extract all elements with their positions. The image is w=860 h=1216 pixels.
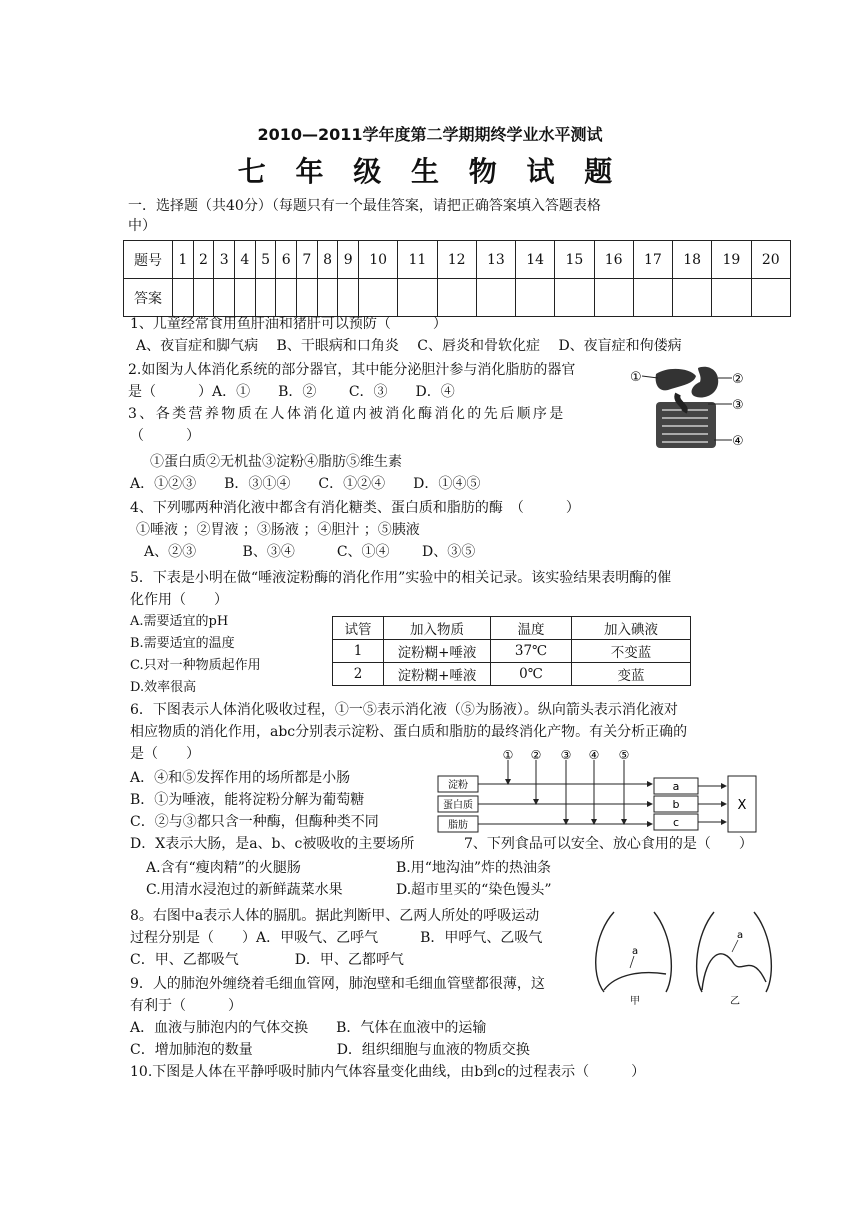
question-number: 14 bbox=[516, 241, 555, 279]
answer-table-label: 答案 bbox=[124, 279, 173, 317]
question-number: 9 bbox=[338, 241, 359, 279]
q5-option: D.效率很高 bbox=[130, 680, 197, 695]
input-label: 蛋白质 bbox=[443, 800, 473, 811]
question-number: 13 bbox=[476, 241, 515, 279]
input-label: 脂肪 bbox=[448, 820, 468, 831]
table-cell: 37℃ bbox=[491, 640, 572, 663]
answer-cell[interactable] bbox=[633, 279, 672, 317]
answer-cell[interactable] bbox=[673, 279, 712, 317]
table-row bbox=[333, 640, 691, 663]
chest-right bbox=[697, 912, 772, 1007]
experiment-table-header bbox=[333, 617, 691, 640]
q5-stem: 5．下表是小明在做“唾液淀粉酶的消化作用”实验中的相关记录。该实验结果表明酶的催 bbox=[130, 570, 672, 586]
question-number: 18 bbox=[673, 241, 712, 279]
q6-option: A．④和⑤发挥作用的场所都是小肠 bbox=[130, 770, 351, 786]
answer-cell[interactable] bbox=[193, 279, 214, 317]
q6-stem-cont: 是（ ） bbox=[130, 746, 200, 762]
question-number: 3 bbox=[214, 241, 235, 279]
q7-option: C.用清水浸泡过的新鲜蔬菜水果 bbox=[146, 882, 343, 898]
digestive-organs-figure bbox=[628, 362, 746, 454]
answer-cell[interactable] bbox=[297, 279, 318, 317]
column-header: 试管 bbox=[333, 617, 384, 640]
answer-cell[interactable] bbox=[516, 279, 555, 317]
q5-option: C.只对一种物质起作用 bbox=[130, 658, 261, 673]
answer-cell[interactable] bbox=[476, 279, 515, 317]
figure-caption: 甲 bbox=[630, 996, 640, 1007]
q7-stem: 7、下列食品可以安全、放心食用的是（ ） bbox=[464, 836, 753, 852]
organ-label: ① bbox=[630, 370, 642, 385]
answer-cell[interactable] bbox=[317, 279, 338, 317]
table-cell: 不变蓝 bbox=[572, 640, 691, 663]
q7-option: D.超市里买的“染色馒头” bbox=[396, 882, 552, 898]
answer-cell[interactable] bbox=[235, 279, 256, 317]
product-label: c bbox=[672, 816, 680, 829]
experiment-table bbox=[332, 616, 691, 686]
q1-options: A、夜盲症和脚气病 B、干眼病和口角炎 C、唇炎和骨软化症 D、夜盲症和佝偻病 bbox=[136, 338, 682, 354]
q7-option: B.用“地沟油”炸的热油条 bbox=[396, 860, 552, 876]
question-number: 6 bbox=[276, 241, 297, 279]
liver-shape bbox=[656, 369, 696, 390]
diaphragm-label: a bbox=[632, 946, 639, 957]
organ-label: ② bbox=[732, 372, 744, 387]
q5-stem-cont: 化作用（ ） bbox=[130, 592, 228, 608]
q9-stem: 9．人的肺泡外缠绕着毛细血管网，肺泡壁和毛细血管壁都很薄，这 bbox=[130, 976, 545, 992]
question-number: 5 bbox=[255, 241, 276, 279]
question-number: 7 bbox=[297, 241, 318, 279]
table-row bbox=[333, 663, 691, 686]
question-number: 16 bbox=[594, 241, 633, 279]
fluid-label: ② bbox=[530, 748, 542, 762]
chest-left bbox=[596, 912, 672, 1007]
question-number: 17 bbox=[633, 241, 672, 279]
answer-table-answer-row bbox=[124, 279, 791, 317]
q5-option: A.需要适宜的pH bbox=[130, 614, 229, 629]
q2-stem: 2.如图为人体消化系统的部分器官，其中能分泌胆汁参与消化脂肪的器官 bbox=[128, 362, 576, 378]
q6-stem: 6．下图表示人体消化吸收过程，①一⑤表示消化液（⑤为肠液）。纵向箭头表示消化液对 bbox=[130, 702, 678, 718]
fluid-label: ① bbox=[502, 748, 514, 762]
exam-header: 2010—2011学年度第二学期期终学业水平测试 bbox=[257, 125, 603, 144]
table-cell: 1 bbox=[333, 640, 384, 663]
question-number: 1 bbox=[173, 241, 194, 279]
question-number: 2 bbox=[193, 241, 214, 279]
question-number: 11 bbox=[398, 241, 437, 279]
q3-stem: 3、各类营养物质在人体消化道内被消化酶消化的先后顺序是 bbox=[128, 406, 566, 422]
organ-label: ④ bbox=[732, 434, 744, 449]
q1-stem: 1、儿童经常食用鱼肝油和猪肝可以预防（ ） bbox=[130, 316, 447, 332]
table-cell: 0℃ bbox=[491, 663, 572, 686]
q3-options: A．①②③ B．③①④ C．①②④ D．①④⑤ bbox=[130, 476, 481, 492]
answer-cell[interactable] bbox=[338, 279, 359, 317]
q4-items: ①唾液 ；②胃液 ；③肠液 ；④胆汁 ；⑤胰液 bbox=[136, 522, 420, 538]
q5-option: B.需要适宜的温度 bbox=[130, 636, 235, 651]
question-number: 8 bbox=[317, 241, 338, 279]
q9-option: A．血液与肺泡内的气体交换 B．气体在血液中的运输 bbox=[130, 1020, 487, 1036]
answer-cell[interactable] bbox=[398, 279, 437, 317]
question-number: 20 bbox=[751, 241, 790, 279]
table-cell: 2 bbox=[333, 663, 384, 686]
q6-option: B．①为唾液，能将淀粉分解为葡萄糖 bbox=[130, 792, 365, 808]
figure-caption: 乙 bbox=[730, 996, 740, 1007]
section-heading: 一．选择题（共40分）（每题只有一个最佳答案，请把正确答案填入答题表格 bbox=[128, 198, 601, 214]
q3-items: ①蛋白质②无机盐③淀粉④脂肪⑤维生素 bbox=[150, 454, 402, 470]
question-number: 19 bbox=[712, 241, 751, 279]
input-label: 淀粉 bbox=[448, 780, 468, 791]
diaphragm-figure bbox=[592, 904, 782, 1008]
column-header: 加入物质 bbox=[384, 617, 491, 640]
question-number: 12 bbox=[437, 241, 476, 279]
fluid-label: ⑤ bbox=[618, 748, 630, 762]
fluid-label: ③ bbox=[560, 748, 572, 762]
answer-cell[interactable] bbox=[276, 279, 297, 317]
question-number: 15 bbox=[555, 241, 594, 279]
column-header: 加入碘液 bbox=[572, 617, 691, 640]
q9-stem-cont: 有利于（ ） bbox=[130, 998, 242, 1014]
table-cell: 淀粉糊+唾液 bbox=[384, 640, 491, 663]
q6-option: C．②与③都只含一种酶，但酶种类不同 bbox=[130, 814, 379, 830]
column-header: 温度 bbox=[491, 617, 572, 640]
answer-table bbox=[123, 240, 791, 317]
answer-table-label: 题号 bbox=[124, 241, 173, 279]
digestion-process-diagram bbox=[436, 748, 760, 834]
q6-stem-cont: 相应物质的消化作用，abc分别表示淀粉、蛋白质和脂肪的最终消化产物。有关分析正确的 bbox=[130, 724, 688, 740]
answer-cell[interactable] bbox=[555, 279, 594, 317]
q10-stem: 10.下图是人体在平静呼吸时肺内气体容量变化曲线，由b到c的过程表示（ ） bbox=[130, 1064, 646, 1080]
answer-cell[interactable] bbox=[712, 279, 751, 317]
intestine-shape bbox=[656, 394, 716, 448]
q8-stem-cont: C．甲、乙都吸气 D．甲、乙都呼气 bbox=[130, 952, 404, 968]
answer-table-number-row bbox=[124, 241, 791, 279]
answer-cell[interactable] bbox=[173, 279, 194, 317]
stomach-shape bbox=[692, 367, 719, 398]
diaphragm-label: a bbox=[737, 930, 744, 941]
q3-stem-cont: （ ） bbox=[130, 428, 200, 444]
q8-stem: 8。右图中a表示人体的膈肌。据此判断甲、乙两人所处的呼吸运动 bbox=[130, 908, 540, 924]
q8-stem-cont: 过程分别是（ ）A．甲吸气、乙呼气 B．甲呼气、乙吸气 bbox=[130, 930, 543, 946]
q4-options: A、②③ B、③④ C、①④ D、③⑤ bbox=[144, 544, 476, 560]
table-cell: 淀粉糊+唾液 bbox=[384, 663, 491, 686]
organ-label: ③ bbox=[732, 398, 744, 413]
question-number: 10 bbox=[359, 241, 398, 279]
answer-cell[interactable] bbox=[437, 279, 476, 317]
exam-title: 七 年 级 生 物 试 题 bbox=[237, 155, 623, 188]
q9-option: C．增加肺泡的数量 D．组织细胞与血液的物质交换 bbox=[130, 1042, 530, 1058]
fluid-label: ④ bbox=[588, 748, 600, 762]
table-cell: 变蓝 bbox=[572, 663, 691, 686]
answer-cell[interactable] bbox=[214, 279, 235, 317]
question-number: 4 bbox=[235, 241, 256, 279]
answer-cell[interactable] bbox=[751, 279, 790, 317]
answer-cell[interactable] bbox=[255, 279, 276, 317]
q7-option: A.含有“瘦肉精”的火腿肠 bbox=[146, 860, 301, 876]
product-label: b bbox=[672, 798, 680, 811]
q2-stem-cont: 是（ ）A．① B．② C．③ D．④ bbox=[128, 384, 455, 400]
product-label: a bbox=[672, 780, 680, 793]
q4-stem: 4、下列哪两种消化液中都含有消化糖类、蛋白质和脂肪的酶 （ ） bbox=[130, 500, 580, 516]
q6-option: D．X表示大肠，是a、b、c被吸收的主要场所 bbox=[130, 836, 415, 852]
answer-cell[interactable] bbox=[359, 279, 398, 317]
answer-cell[interactable] bbox=[594, 279, 633, 317]
organ-x-label: X bbox=[737, 798, 747, 813]
section-heading-cont: 中） bbox=[128, 218, 156, 234]
